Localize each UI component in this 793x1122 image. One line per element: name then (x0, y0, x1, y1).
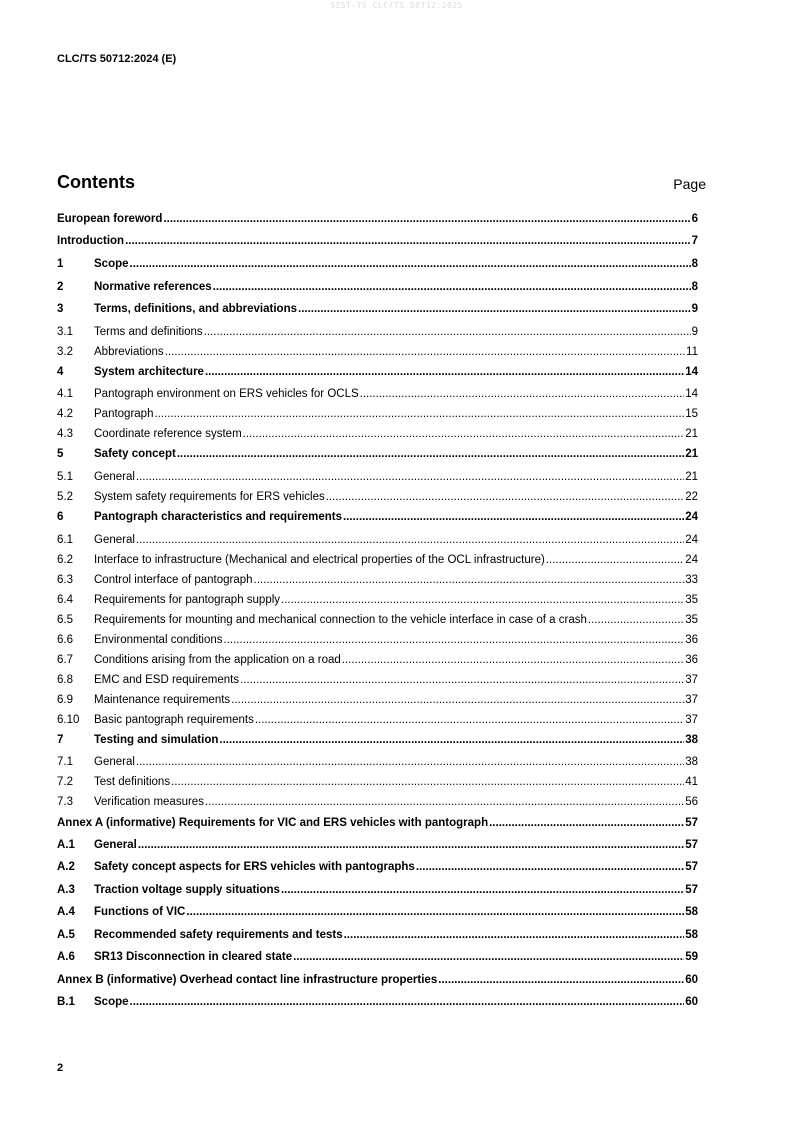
toc-entry[interactable] (57, 510, 698, 524)
toc-dot-leader (360, 387, 685, 401)
toc-dot-leader (125, 234, 691, 248)
toc-dot-leader (255, 713, 684, 727)
toc-entry-page: 24 (685, 511, 698, 523)
toc-entry-number: B.1 (57, 996, 75, 1008)
toc-entry[interactable] (57, 673, 698, 687)
toc-entry[interactable] (57, 407, 698, 421)
toc-entry-page: 8 (691, 281, 698, 293)
toc-dot-leader (546, 553, 684, 567)
toc-entry-page: 56 (685, 796, 698, 808)
toc-entry[interactable] (57, 653, 698, 667)
toc-entry-title: Basic pantograph requirements (94, 714, 254, 726)
toc-entry[interactable] (57, 427, 698, 441)
toc-entry-title: SR13 Disconnection in cleared state (94, 951, 293, 963)
toc-entry[interactable] (57, 234, 698, 248)
toc-entry[interactable] (57, 593, 698, 607)
toc-entry-page: 21 (685, 471, 698, 483)
toc-entry-title: System safety requirements for ERS vehicles (94, 491, 325, 503)
toc-entry-page: 9 (691, 326, 698, 338)
toc-entry-number: A.6 (57, 951, 75, 963)
toc-entry[interactable] (57, 775, 698, 789)
toc-dot-leader (293, 950, 684, 964)
toc-entry-title: Safety concept (94, 448, 176, 460)
toc-dot-leader (281, 883, 684, 897)
toc-entry-page: 9 (691, 303, 698, 315)
toc-entry-number: 3.2 (57, 346, 73, 358)
toc-entry-title: General (94, 756, 135, 768)
toc-dot-leader (243, 427, 685, 441)
toc-entry-title: Normative references (94, 281, 212, 293)
toc-entry-title: EMC and ESD requirements (94, 674, 240, 686)
toc-entry-page: 8 (691, 258, 698, 270)
toc-entry-title: Terms, definitions, and abbreviations (94, 303, 297, 315)
toc-dot-leader (205, 365, 684, 379)
toc-entry-page: 14 (685, 388, 698, 400)
toc-entry[interactable] (57, 553, 698, 567)
toc-entry-title: Safety concept aspects for ERS vehicles with pantographs (94, 861, 415, 873)
toc-dot-leader (165, 345, 685, 359)
toc-entry-page: 24 (685, 534, 698, 546)
toc-entry-page: 7 (691, 235, 698, 247)
toc-entry-title: General (94, 471, 135, 483)
toc-dot-leader (186, 905, 684, 919)
toc-entry-number: 2 (57, 281, 64, 293)
toc-entry-number: A.5 (57, 929, 75, 941)
watermark: SIST-TS CLC/TS 50712:2025 (330, 1, 463, 10)
toc-entry[interactable] (57, 302, 698, 316)
toc-entry-title: Testing and simulation (94, 734, 219, 746)
toc-entry-number: 4.2 (57, 408, 73, 420)
toc-entry-number: A.1 (57, 839, 75, 851)
toc-entry-number: 4 (57, 366, 64, 378)
toc-entry[interactable] (57, 860, 698, 874)
toc-entry[interactable] (57, 387, 698, 401)
toc-entry[interactable] (57, 257, 698, 271)
toc-dot-leader (416, 860, 684, 874)
toc-dot-leader (219, 733, 684, 747)
toc-entry[interactable] (57, 713, 698, 727)
toc-entry-title: Conditions arising from the application on a road (94, 654, 341, 666)
toc-dot-leader (254, 573, 685, 587)
toc-entry-page: 57 (685, 884, 698, 896)
contents-heading: Contents (57, 172, 135, 192)
toc-dot-leader (224, 633, 685, 647)
toc-entry[interactable] (57, 838, 698, 852)
toc-entry-title: Terms and definitions (94, 326, 203, 338)
toc-dot-leader (298, 302, 691, 316)
toc-entry-number: 5 (57, 448, 64, 460)
toc-entry-number: 6.7 (57, 654, 73, 666)
toc-entry-title: Introduction (57, 235, 125, 247)
toc-entry-page: 37 (685, 694, 698, 706)
toc-entry-page: 14 (685, 366, 698, 378)
toc-entry-number: 6.8 (57, 674, 73, 686)
toc-dot-leader (130, 257, 691, 271)
toc-entry[interactable] (57, 755, 698, 769)
toc-entry-page: 21 (685, 428, 698, 440)
toc-entry-number: 6.2 (57, 554, 73, 566)
toc-dot-leader (588, 613, 684, 627)
toc-entry-title: Scope (94, 258, 129, 270)
toc-entry-title: Coordinate reference system (94, 428, 242, 440)
toc-entry-title: Pantograph characteristics and requirements (94, 511, 342, 523)
toc-entry[interactable] (57, 973, 698, 987)
toc-entry-number: 3.1 (57, 326, 73, 338)
toc-entry-page: 57 (685, 817, 698, 829)
toc-dot-leader (489, 816, 684, 830)
toc-entry-page: 35 (685, 594, 698, 606)
toc-entry-title: General (94, 839, 137, 851)
toc-entry-number: 5.2 (57, 491, 73, 503)
toc-entry-page: 58 (685, 906, 698, 918)
toc-dot-leader (326, 490, 684, 504)
toc-entry[interactable] (57, 795, 698, 809)
toc-dot-leader (231, 693, 684, 707)
page-column-heading: Page (673, 176, 706, 192)
document-id: CLC/TS 50712:2024 (E) (57, 53, 177, 65)
toc-entry[interactable] (57, 280, 698, 294)
toc-entry-number: 7.1 (57, 756, 73, 768)
toc-entry[interactable] (57, 212, 698, 226)
toc-entry[interactable] (57, 533, 698, 547)
toc-dot-leader (343, 510, 684, 524)
toc-entry-number: 4.1 (57, 388, 73, 400)
toc-entry[interactable] (57, 950, 698, 964)
toc-entry-title: Annex B (informative) Overhead contact line infrastructure properties (57, 974, 438, 986)
toc-entry[interactable] (57, 325, 698, 339)
toc-entry-title: Annex A (informative) Requirements for VIC and ERS vehicles with pantograph (57, 817, 489, 829)
toc-dot-leader (240, 673, 684, 687)
toc-entry-number: A.3 (57, 884, 75, 896)
toc-entry-page: 21 (685, 448, 698, 460)
toc-entry[interactable] (57, 490, 698, 504)
toc-entry-title: Pantograph (94, 408, 154, 420)
toc-entry-title: Functions of VIC (94, 906, 186, 918)
toc-entry-number: 7.2 (57, 776, 73, 788)
toc-entry-title: Verification measures (94, 796, 204, 808)
toc-entry-page: 58 (685, 929, 698, 941)
toc-dot-leader (204, 325, 691, 339)
toc-entry-page: 38 (685, 756, 698, 768)
toc-dot-leader (213, 280, 691, 294)
toc-entry-title: Scope (94, 996, 129, 1008)
toc-dot-leader (130, 995, 685, 1009)
toc-dot-leader (281, 593, 684, 607)
toc-entry-title: Control interface of pantograph (94, 574, 253, 586)
toc-dot-leader (438, 973, 684, 987)
toc-entry-page: 24 (685, 554, 698, 566)
toc-entry-page: 22 (685, 491, 698, 503)
toc-entry[interactable] (57, 693, 698, 707)
toc-entry-number: 6.5 (57, 614, 73, 626)
toc-entry-number: 6.1 (57, 534, 73, 546)
toc-dot-leader (136, 533, 684, 547)
toc-entry[interactable] (57, 470, 698, 484)
toc-entry-page: 59 (685, 951, 698, 963)
toc-entry-title: European foreword (57, 213, 163, 225)
toc-entry[interactable] (57, 905, 698, 919)
toc-dot-leader (154, 407, 684, 421)
toc-entry-page: 6 (691, 213, 698, 225)
toc-entry-page: 15 (685, 408, 698, 420)
toc-entry-page: 36 (685, 634, 698, 646)
toc-entry[interactable] (57, 883, 698, 897)
toc-entry-title: General (94, 534, 135, 546)
toc-entry-number: 4.3 (57, 428, 73, 440)
toc-entry-number: 6.10 (57, 714, 80, 726)
toc-entry-title: System architecture (94, 366, 204, 378)
toc-entry-number: 7.3 (57, 796, 73, 808)
toc-entry[interactable] (57, 365, 698, 379)
toc-entry-page: 60 (685, 974, 698, 986)
toc-entry[interactable] (57, 816, 698, 830)
toc-entry-page: 35 (685, 614, 698, 626)
toc-entry-number: A.2 (57, 861, 75, 873)
toc-dot-leader (342, 653, 684, 667)
toc-dot-leader (344, 928, 685, 942)
toc-entry[interactable] (57, 995, 698, 1009)
toc-entry-number: 6.3 (57, 574, 73, 586)
toc-entry[interactable] (57, 573, 698, 587)
toc-entry-number: 6 (57, 511, 64, 523)
toc-entry-title: Requirements for mounting and mechanical connection to the vehicle interface in case of a crash (94, 614, 587, 626)
toc-entry-number: 6.6 (57, 634, 73, 646)
toc-entry-title: Interface to infrastructure (Mechanical and electrical properties of the OCL infrastructure) (94, 554, 545, 566)
toc-entry-number: 3 (57, 303, 64, 315)
toc-entry-title: Requirements for pantograph supply (94, 594, 281, 606)
toc-entry-title: Abbreviations (94, 346, 164, 358)
toc-dot-leader (163, 212, 690, 226)
toc-entry-page: 11 (686, 346, 698, 358)
toc-dot-leader (205, 795, 684, 809)
toc-entry[interactable] (57, 733, 698, 747)
toc-entry[interactable] (57, 613, 698, 627)
toc-entry-page: 37 (685, 714, 698, 726)
toc-entry-page: 60 (685, 996, 698, 1008)
toc-entry-page: 57 (685, 861, 698, 873)
toc-dot-leader (177, 447, 684, 461)
toc-dot-leader (136, 755, 684, 769)
toc-entry-page: 37 (685, 674, 698, 686)
toc-entry-title: Pantograph environment on ERS vehicles for OCLS (94, 388, 359, 400)
toc-entry-number: 1 (57, 258, 64, 270)
toc-dot-leader (138, 838, 684, 852)
toc-dot-leader (171, 775, 684, 789)
toc-entry[interactable] (57, 447, 698, 461)
toc-entry-title: Maintenance requirements (94, 694, 231, 706)
toc-entry-title: Test definitions (94, 776, 171, 788)
toc-entry-page: 38 (685, 734, 698, 746)
toc-entry-number: A.4 (57, 906, 75, 918)
toc-entry-title: Environmental conditions (94, 634, 223, 646)
toc-entry-title: Traction voltage supply situations (94, 884, 280, 896)
toc-entry-page: 57 (685, 839, 698, 851)
toc-entry[interactable] (57, 928, 698, 942)
toc-entry[interactable] (57, 345, 698, 359)
toc-entry[interactable] (57, 633, 698, 647)
toc-entry-number: 7 (57, 734, 64, 746)
toc-entry-page: 41 (685, 776, 698, 788)
toc-dot-leader (136, 470, 684, 484)
toc-entry-page: 36 (685, 654, 698, 666)
toc-entry-number: 6.4 (57, 594, 73, 606)
page-number: 2 (57, 1062, 64, 1074)
toc-entry-title: Recommended safety requirements and tests (94, 929, 343, 941)
toc-entry-number: 6.9 (57, 694, 73, 706)
toc-entry-number: 5.1 (57, 471, 73, 483)
toc-entry-page: 33 (685, 574, 698, 586)
